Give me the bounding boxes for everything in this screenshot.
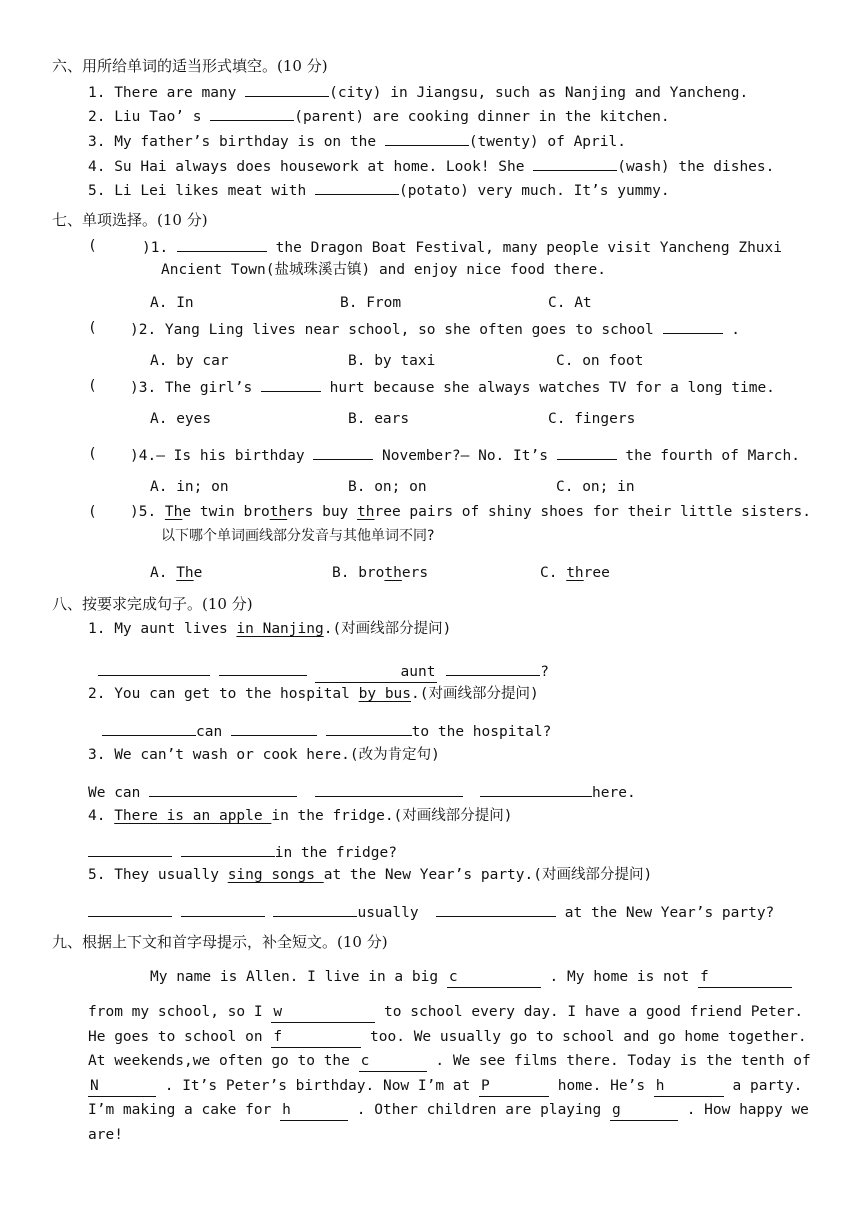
s7-q5-underline-brothers: th xyxy=(269,504,288,520)
s7-q5-option-c[interactable]: C. three xyxy=(540,565,610,581)
s8-q1-blank-2[interactable] xyxy=(219,660,307,676)
s8-q5-answer-line: usually at the New Year’s party? xyxy=(88,901,774,923)
s6-q1-rest: in Jiangsu, such as Nanjing and Yancheng. xyxy=(381,85,749,101)
s7-q1-option-a[interactable]: A. In xyxy=(150,295,194,311)
section-8-title: 八、按要求完成句子。(10 分) xyxy=(52,595,253,613)
s8-q3-blank-2[interactable] xyxy=(315,781,463,797)
s6-q2-text: 2. Liu Tao’ s xyxy=(88,109,211,125)
s7-q4-mid: November?— No. It’s xyxy=(373,448,557,464)
s7-question-5: )5. The twin brothers buy three pairs of shiny shoes for their little sisters. xyxy=(130,504,811,520)
s7-q5-underline-three: th xyxy=(357,504,375,520)
s8-q5-blank-4[interactable] xyxy=(436,901,556,917)
s7-question-3 xyxy=(130,376,775,398)
s6-question-1 xyxy=(88,81,748,103)
s7-q4-option-c[interactable]: C. on; in xyxy=(556,479,635,495)
s6-question-3 xyxy=(88,130,626,152)
s6-q4-blank[interactable] xyxy=(533,155,617,171)
s7-q2-blank[interactable] xyxy=(663,318,723,334)
s7-q3-text: hurt because she always watches TV for a long time. xyxy=(320,380,775,396)
s7-q4-text: )4.— Is his birthday xyxy=(130,448,314,464)
s8-q3-answer-line: We can here. xyxy=(88,781,636,803)
s6-q1-hint: (city) xyxy=(329,85,382,101)
s8-question-5: 5. They usually sing songs at the New Year’s party.(对画线部分提问) xyxy=(88,867,653,883)
s8-q4-answer-line: in the fridge? xyxy=(88,841,397,863)
s7-q4-paren[interactable]: ( xyxy=(88,446,97,462)
s7-q2-end: . xyxy=(722,322,740,338)
s9-line-7: are! xyxy=(88,1127,123,1143)
s9-blank-f2[interactable]: f xyxy=(271,1027,361,1048)
s7-q5-paren[interactable]: ( xyxy=(88,504,97,520)
s7-q4-blank-2[interactable] xyxy=(557,444,617,460)
s8-q1-answer-line: aunt ? xyxy=(98,660,549,683)
s8-q1-blank-1[interactable] xyxy=(98,660,210,676)
s6-q2-rest: are cooking dinner in the kitchen. xyxy=(364,109,670,125)
s7-q1-option-c[interactable]: C. At xyxy=(548,295,592,311)
s6-question-5 xyxy=(88,179,670,201)
s9-blank-w[interactable]: w xyxy=(271,1002,375,1023)
s7-q4-option-a[interactable]: A. in; on xyxy=(150,479,229,495)
s8-q2-blank-2[interactable] xyxy=(231,720,317,736)
s7-q1-option-b[interactable]: B. From xyxy=(340,295,402,311)
s9-blank-c2[interactable]: c xyxy=(359,1051,427,1072)
s6-q3-text: 3. My father’s birthday is on the xyxy=(88,134,385,150)
s8-q2-answer-line: can to the hospital? xyxy=(102,720,551,742)
s9-line-6: I’m making a cake for h . Other children are playing g . How happy we xyxy=(88,1100,809,1121)
s9-line-5: N . It’s Peter’s birthday. Now I’m at P home. He’s h a party. xyxy=(88,1076,802,1097)
s8-question-1: 1. My aunt lives in Nanjing.(对画线部分提问) xyxy=(88,621,452,637)
s7-question-1 xyxy=(142,236,782,258)
s7-q5-option-a[interactable]: A. The xyxy=(150,565,203,581)
s7-q3-option-b[interactable]: B. ears xyxy=(348,411,410,427)
s8-q1-underlined: in Nanjing xyxy=(236,621,324,637)
s9-blank-h1[interactable]: h xyxy=(654,1076,724,1097)
s6-q2-hint: (parent) xyxy=(294,109,365,125)
section-6-title: 六、用所给单词的适当形式填空。(10 分) xyxy=(52,57,328,75)
s8-q4-underlined: There is an apple xyxy=(114,808,272,824)
s6-q5-hint: (potato) xyxy=(398,183,469,199)
s6-question-2 xyxy=(88,105,670,127)
s7-q1-number: )1. xyxy=(142,240,169,256)
s7-question-2 xyxy=(130,318,740,340)
s7-q1-blank[interactable] xyxy=(177,236,267,252)
s9-blank-g[interactable]: g xyxy=(610,1100,678,1121)
s7-question-4 xyxy=(130,444,800,466)
section-9-title: 九、根据上下文和首字母提示，补全短文。(10 分) xyxy=(52,933,388,951)
s7-q4-option-b[interactable]: B. on; on xyxy=(348,479,427,495)
s9-line-3: He goes to school on f too. We usually go to school and go home together. xyxy=(88,1027,807,1048)
s6-q3-hint: (twenty) xyxy=(468,134,539,150)
s6-q5-blank[interactable] xyxy=(315,179,399,195)
s9-line-1: My name is Allen. I live in a big c . My home is not f xyxy=(150,967,792,988)
s8-question-4: 4. There is an apple in the fridge.(对画线部分提问) xyxy=(88,808,513,824)
s8-q3-blank-3[interactable] xyxy=(480,781,592,797)
s7-q3-blank[interactable] xyxy=(261,376,321,392)
s7-q3-option-c[interactable]: C. fingers xyxy=(548,411,636,427)
s6-q5-rest: very much. It’s yummy. xyxy=(468,183,670,199)
s8-question-2: 2. You can get to the hospital by bus.(对画线部分提问) xyxy=(88,686,539,702)
s9-blank-f1[interactable]: f xyxy=(698,967,792,988)
s8-q5-blank-2[interactable] xyxy=(181,901,265,917)
s6-q5-text: 5. Li Lei likes meat with xyxy=(88,183,315,199)
section-7-title: 七、单项选择。(10 分) xyxy=(52,211,208,229)
s7-q2-text: )2. Yang Ling lives near school, so she often goes to school xyxy=(130,322,663,338)
s6-q4-hint: (wash) xyxy=(617,159,670,175)
s6-q1-blank[interactable] xyxy=(245,81,329,97)
s7-q1-text-line2: Ancient Town(盐城珠溪古镇) and enjoy nice food there. xyxy=(161,262,606,278)
s9-line-4: At weekends,we often go to the c . We see films there. Today is the tenth of xyxy=(88,1051,811,1072)
s6-q1-text: 1. There are many xyxy=(88,85,246,101)
s7-q5-instruction: 以下哪个单词画线部分发音与其他单词不同? xyxy=(161,528,435,544)
s8-q2-blank-1[interactable] xyxy=(102,720,196,736)
s8-q2-blank-3[interactable] xyxy=(326,720,412,736)
s9-blank-n[interactable]: N xyxy=(88,1076,156,1097)
s7-q3-number: )3. The girl’s xyxy=(130,380,261,396)
s7-q3-option-a[interactable]: A. eyes xyxy=(150,411,212,427)
s7-q5-option-b[interactable]: B. brothers xyxy=(332,565,429,581)
s8-q3-blank-1[interactable] xyxy=(149,781,297,797)
s7-q1-text: the Dragon Boat Festival, many people visit Yancheng Zhuxi xyxy=(266,240,782,256)
s6-q3-rest: of April. xyxy=(538,134,626,150)
s6-question-4 xyxy=(88,155,774,177)
s7-q4-end: the fourth of March. xyxy=(616,448,800,464)
s8-q4-blank-1[interactable] xyxy=(88,841,172,857)
s8-q1-blank-aunt[interactable]: aunt xyxy=(315,662,437,683)
s7-q2-paren[interactable]: ( xyxy=(88,320,97,336)
s7-q1-paren[interactable]: ( xyxy=(88,238,97,254)
s8-q5-blank-3[interactable] xyxy=(273,901,357,917)
s6-q2-blank[interactable] xyxy=(210,105,294,121)
s7-q5-number: )5. xyxy=(130,504,165,520)
s9-blank-p[interactable]: P xyxy=(479,1076,549,1097)
s6-q4-text: 4. Su Hai always does housework at home. Look! She xyxy=(88,159,534,175)
s7-q5-underline-the: Th xyxy=(164,504,183,520)
s7-q3-paren[interactable]: ( xyxy=(88,378,97,394)
s7-q2-option-c[interactable]: C. on foot xyxy=(556,353,644,369)
s8-q4-blank-2[interactable] xyxy=(181,841,275,857)
s7-q2-option-a[interactable]: A. by car xyxy=(150,353,229,369)
s8-question-3: 3. We can’t wash or cook here.(改为肯定句) xyxy=(88,747,440,763)
s6-q4-rest: the dishes. xyxy=(669,159,775,175)
s8-q5-underlined: sing songs xyxy=(227,867,324,883)
s7-q2-option-b[interactable]: B. by taxi xyxy=(348,353,436,369)
s9-line-2: from my school, so I w to school every day. I have a good friend Peter. xyxy=(88,1002,803,1023)
s9-blank-h2[interactable]: h xyxy=(280,1100,348,1121)
s6-q3-blank[interactable] xyxy=(385,130,469,146)
s8-q1-blank-4[interactable] xyxy=(446,660,540,676)
s8-q5-blank-1[interactable] xyxy=(88,901,172,917)
s7-q4-blank-1[interactable] xyxy=(313,444,373,460)
s9-blank-c[interactable]: c xyxy=(447,967,541,988)
s8-q2-underlined: by bus xyxy=(358,686,412,702)
